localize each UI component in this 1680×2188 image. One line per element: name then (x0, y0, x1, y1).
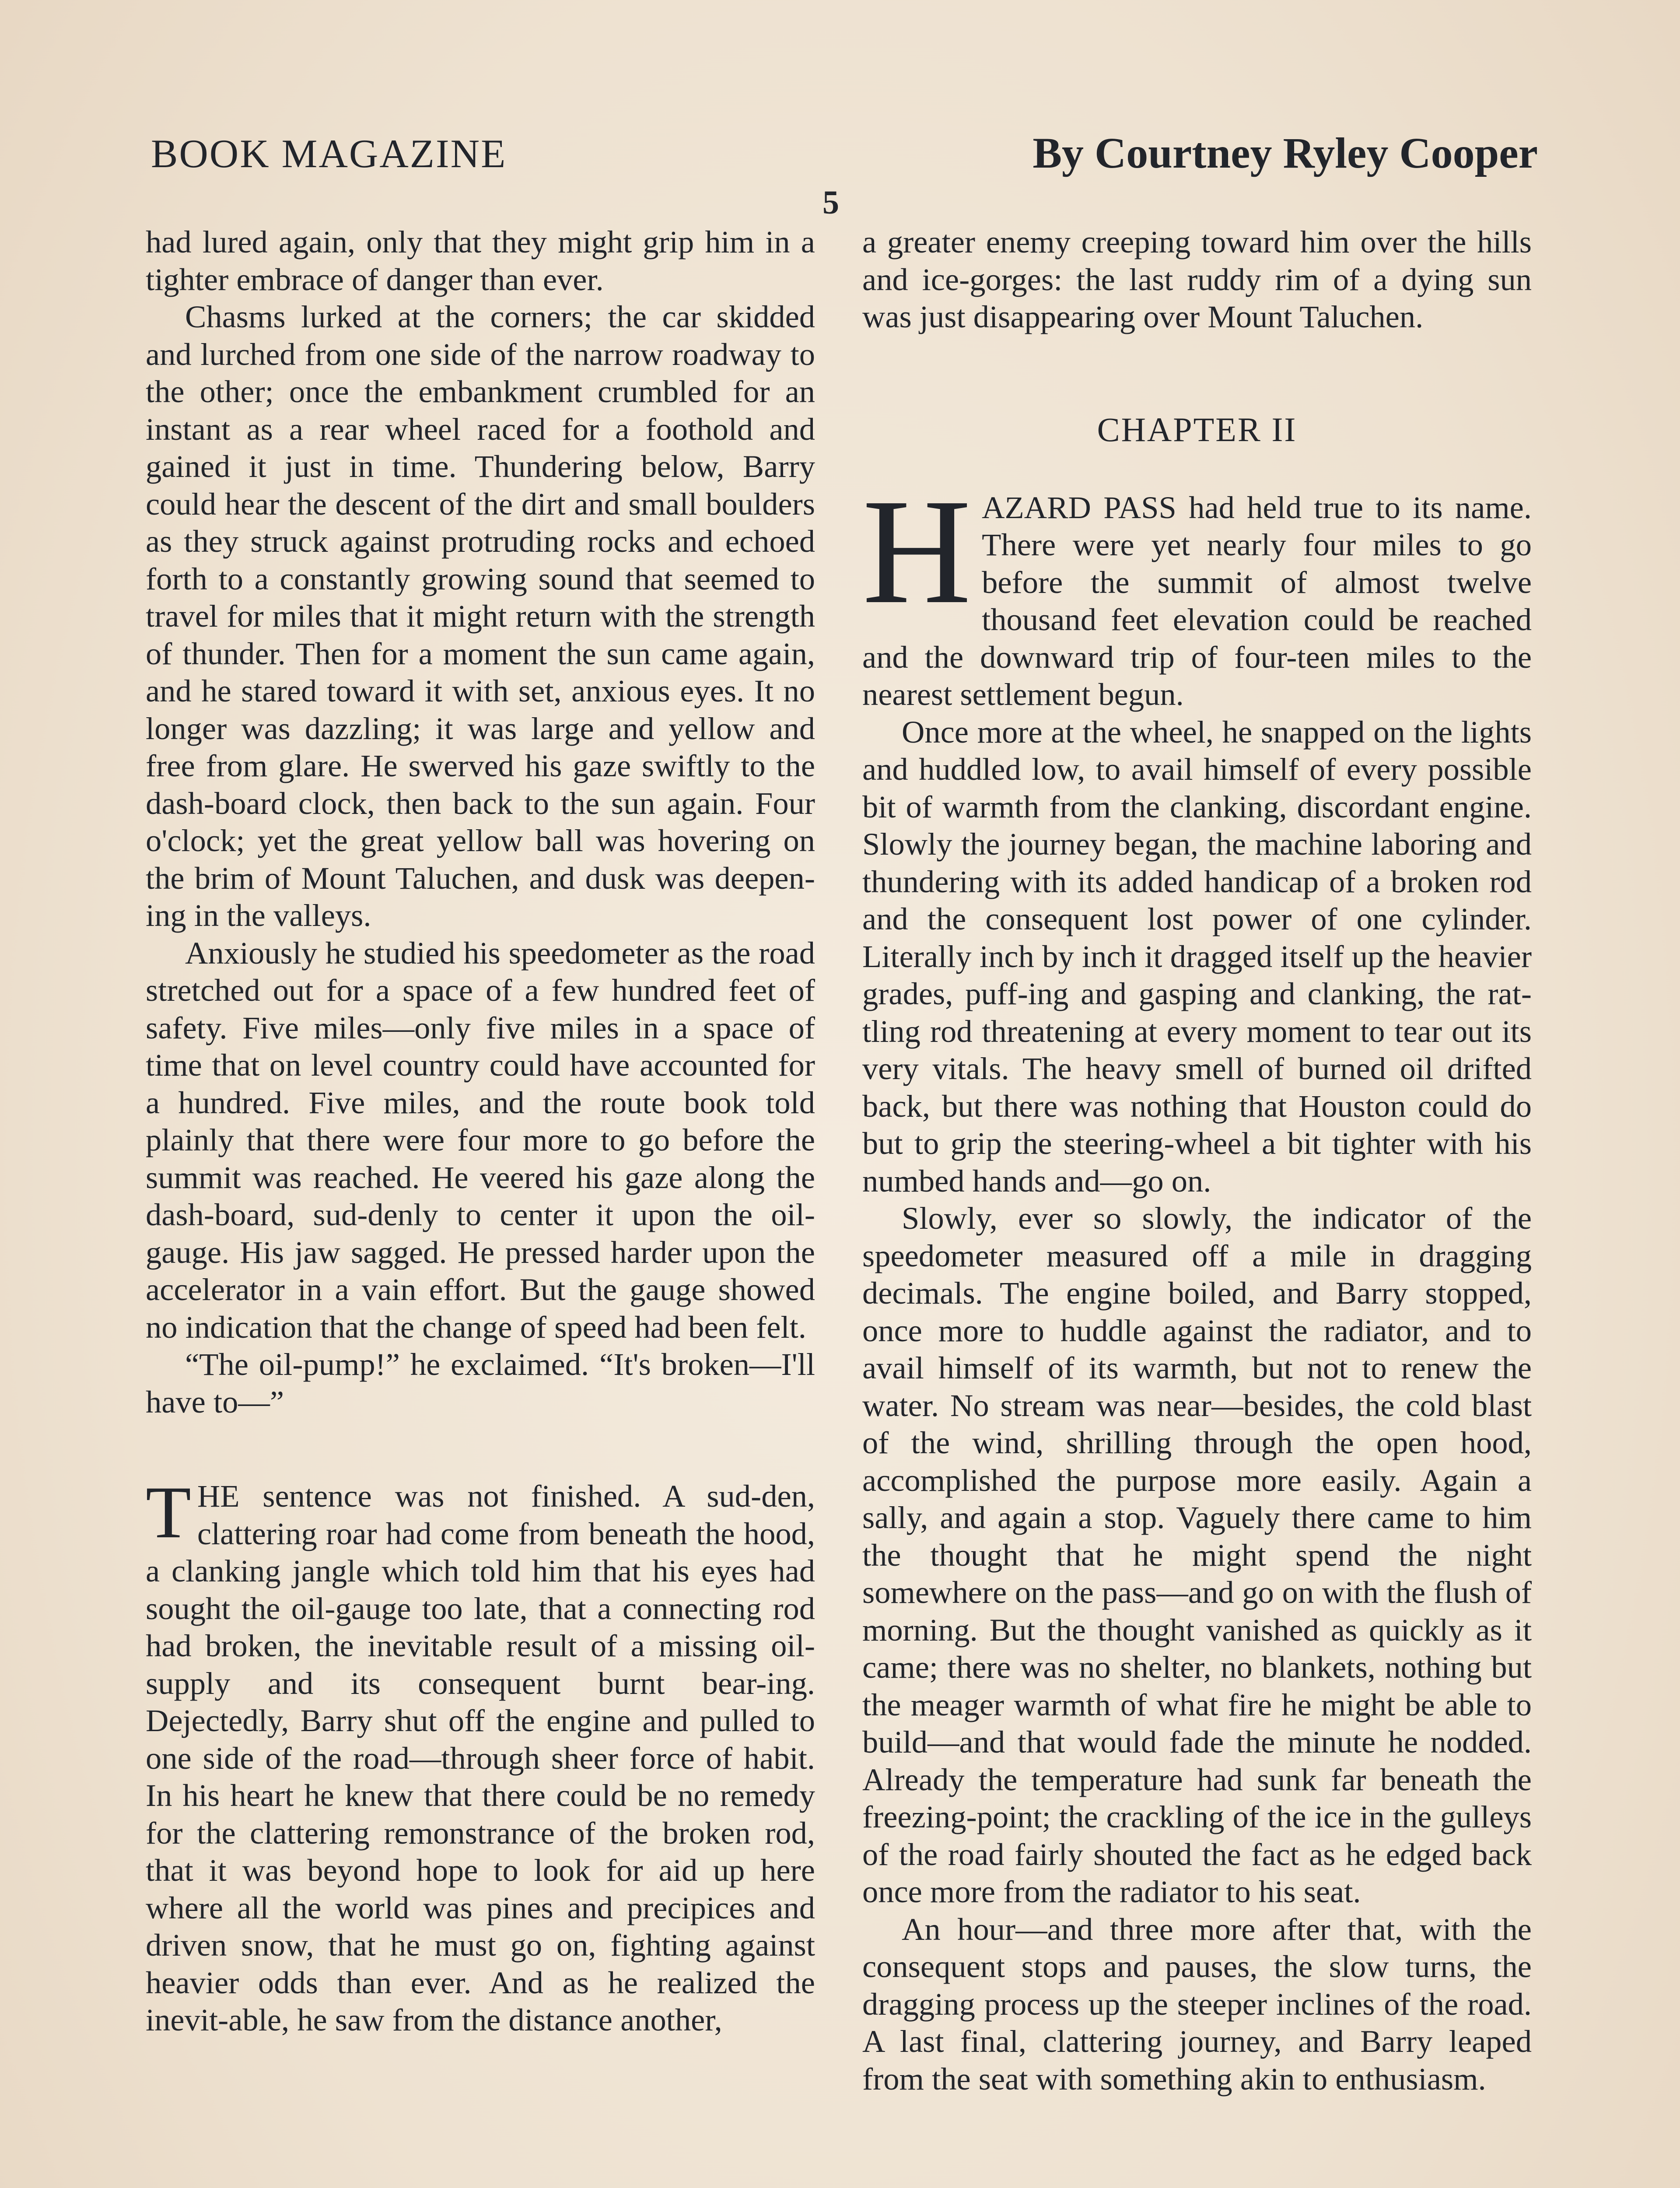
paragraph: had lured again, only that they might grip him in a tighter embrace of danger than ever. (146, 224, 815, 297)
paragraph: An hour—and three more after that, with the consequent stops and pauses, the slow turns, the dragging process up the steeper inclines of the road. A last final, clattering journey, and Barry leaped from the seat with something akin to enthusiasm. (862, 1911, 1532, 2097)
paragraph: “The oil-pump!” he exclaimed. “It's broken—I'll have to—” (146, 1346, 815, 1420)
paragraph-text: AZARD PASS had held true to its name. There were yet nearly four miles to go before the summit of almost twelve thousand feet elevation could be reached and the downward trip of four-teen miles to the nearest settlement begun. (862, 489, 1532, 712)
section-break (862, 336, 1532, 410)
page-number: 5 (822, 184, 839, 221)
left-column (146, 223, 815, 2039)
right-column (862, 223, 1532, 2097)
paragraph-text: HE sentence was not finished. A sud-den, clattering roar had come from beneath the hood, a clanking jangle which told him that his eyes had sought the oil-gauge too late, that a connecting rod had broken, the inevitable result of a missing oil-supply and its consequent burnt bear-ing. Dejectedly, Barry shut off the engine and pulled to one side of the road—through sheer force of habit. In his heart he knew that there could be no remedy for the clattering remonstrance of the broken rod, that it was beyond hope to look for aid up here where all the world was pines and precipices and driven snow, that he must go on, fighting against heavier odds than ever. And as he realized the inevit-able, he saw from the distance another, (146, 1478, 815, 2037)
paragraph: Once more at the wheel, he snapped on the lights and huddled low, to avail himself of every possible bit of warmth from the clanking, discordant engine. Slowly the journey began, the machine laboring and thundering with its added handicap of a broken rod and the consequent lost power of one cylinder. Literally inch by inch it dragged itself up the heavier grades, puff-ing and gasping and clanking, the rat-tling rod threatening at every moment to tear out its very vitals. The heavy smell of burned oil drifted back, but there was nothing that Houston could do but to grip the steering-wheel a bit tighter with his numbed hands and—go on. (862, 714, 1532, 1199)
paragraph: a greater enemy creeping toward him over the hills and ice-gorges: the last ruddy rim of a dying sun was just disappearing over Mount Taluchen. (862, 224, 1532, 334)
magazine-title: BOOK MAGAZINE (151, 131, 507, 176)
drop-cap: H (862, 467, 972, 635)
section-break (146, 1420, 815, 1477)
chapter-heading: CHAPTER II (1097, 410, 1297, 449)
paragraph: Slowly, ever so slowly, the indicator of the speedometer measured off a mile in dragging decimals. The engine boiled, and Barry stopped, once more to huddle against the radiator, and to avail himself of its warmth, but not to renew the water. No stream was near—besides, the cold blast of the wind, shrilling through the open hood, accomplished the purpose more easily. Again a sally, and again a stop. Vaguely there came to him the thought that he might spend the night somewhere on the pass—and go on with the flush of morning. But the thought vanished as quickly as it came; there was no shelter, no blankets, nothing but the meager warmth of what fire he might be able to build—and that would fade the minute he nodded. Already the temperature had sunk far beneath the freezing-point; the crackling of the ice in the gulleys of the road fairly shouted the fact as he edged back once more from the radiator to his seat. (862, 1200, 1532, 1909)
drop-cap: T (146, 1471, 191, 1553)
paragraph-with-drop-cap (146, 1471, 815, 2039)
author-byline: By Courtney Ryley Cooper (1032, 129, 1538, 177)
paragraph: Anxiously he studied his speedometer as the road stretched out for a space of a few hundred feet of safety. Five miles—only five miles in a space of time that on level country could have accounted for a hundred. Five miles, and the route book told plainly that there were four more to go before the summit was reached. He veered his gaze along the dash-board, sud-denly to center it upon the oil-gauge. His jaw sagged. He pressed harder upon the accelerator in a vain effort. But the gauge showed no indication that the change of speed had been felt. (146, 935, 815, 1345)
paragraph: Chasms lurked at the corners; the car skidded and lurched from one side of the narrow roadway to the other; once the embankment crumbled for an instant as a rear wheel raced for a foothold and gained it just in time. Thundering below, Barry could hear the descent of the dirt and small boulders as they struck against protruding rocks and echoed forth to a constantly growing sound that seemed to travel for miles that it might return with the strength of thunder. Then for a moment the sun came again, and he stared toward it with set, anxious eyes. It no longer was dazzling; it was large and yellow and free from glare. He swerved his gaze swiftly to the dash-board clock, then back to the sun again. Four o'clock; yet the great yellow ball was hovering on the brim of Mount Taluchen, and dusk was deepen-ing in the valleys. (146, 299, 815, 933)
paragraph-with-drop-cap (862, 467, 1532, 713)
